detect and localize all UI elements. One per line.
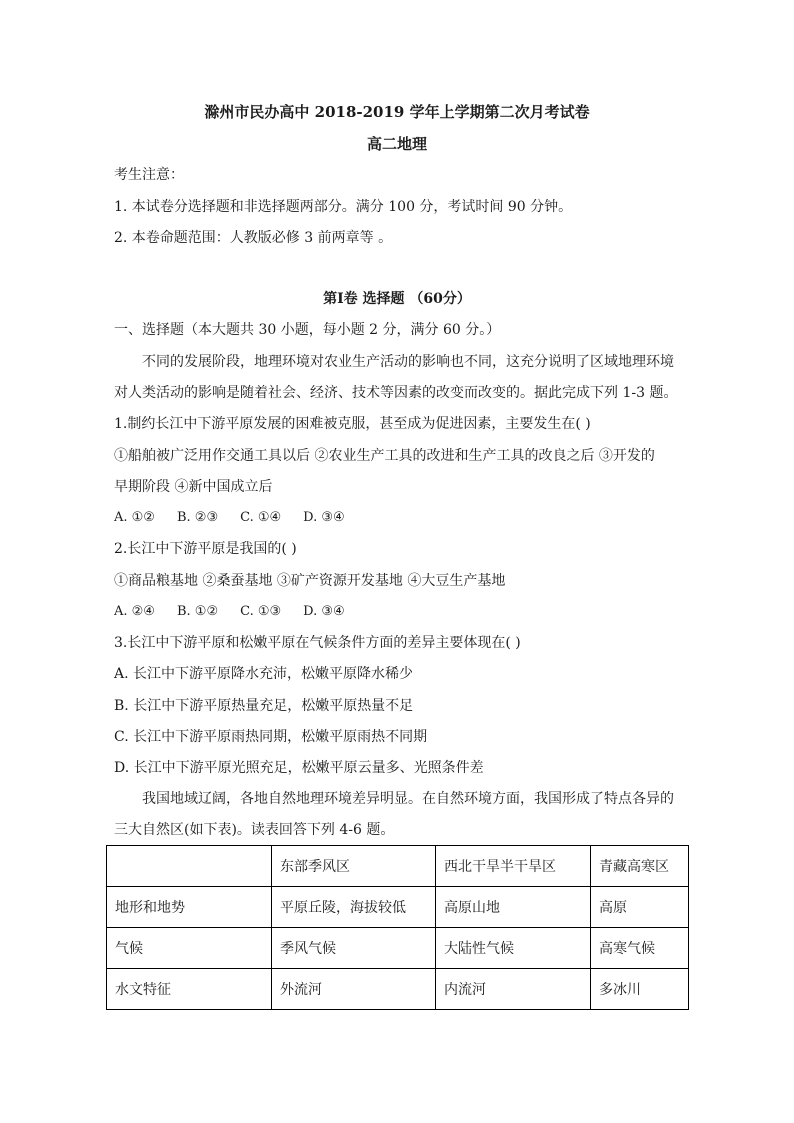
natural-regions-table (106, 845, 689, 1010)
question-1-option-d[interactable]: D. ③④ (303, 510, 345, 525)
exam-title: 滁州市民办高中 2018-2019 学年上学期第二次月考试卷 (204, 103, 590, 121)
table-cell: 高寒气候 (591, 928, 689, 969)
question-1-stem: 1.制约长江中下游平原发展的困难被克服，甚至成为促进因素，主要发生在( ) (114, 416, 591, 432)
question-3-option-a[interactable]: A. 长江中下游平原降水充沛，松嫩平原降水稀少 (114, 666, 414, 682)
question-3-option-c[interactable]: C. 长江中下游平原雨热同期，松嫩平原雨热不同期 (114, 729, 428, 745)
section-title: 第Ⅰ卷 选择题 （60分） (323, 291, 471, 307)
table-row (107, 928, 689, 969)
notice-item-2: 2. 本卷命题范围：人教版必修 3 前两章等 。 (114, 230, 393, 246)
question-3-stem: 3.长江中下游平原和松嫩平原在气候条件方面的差异主要体现在( ) (114, 635, 521, 651)
question-2-option-d[interactable]: D. ③④ (303, 604, 345, 619)
table-cell: 多冰川 (591, 969, 689, 1010)
table-header-cell: 东部季风区 (272, 846, 436, 887)
question-2-option-a[interactable]: A. ②④ (114, 604, 155, 619)
question-2-stem: 2.长江中下游平原是我国的( ) (114, 541, 297, 557)
question-1-option-c[interactable]: C. ①④ (240, 510, 282, 525)
passage-2-line-2: 三大自然区(如下表)。读表回答下列 4-6 题。 (114, 822, 395, 838)
question-1-option-a[interactable]: A. ①② (114, 510, 155, 525)
question-1-option-b[interactable]: B. ②③ (176, 510, 219, 525)
table-row (107, 887, 689, 928)
question-1-items-line-2: 早期阶段 ④新中国成立后 (114, 479, 273, 495)
question-2-option-b[interactable]: B. ①② (176, 604, 219, 619)
table-cell: 大陆性气候 (436, 928, 591, 969)
table-header-cell: 西北干旱半干旱区 (436, 846, 591, 887)
table-header-cell: 青藏高寒区 (591, 846, 689, 887)
question-1-options (114, 508, 367, 528)
table-cell: 高原 (591, 887, 689, 928)
table-cell: 地形和地势 (107, 887, 272, 928)
table-cell: 水文特征 (107, 969, 272, 1010)
section-instruction: 一、选择题（本大题共 30 小题，每小题 2 分，满分 60 分。） (114, 322, 501, 338)
question-2-items: ①商品粮基地 ②桑蚕基地 ③矿产资源开发基地 ④大豆生产基地 (114, 573, 506, 589)
passage-1-line-1: 不同的发展阶段，地理环境对农业生产活动的影响也不同，这充分说明了区域地理环境 (142, 354, 674, 370)
table-cell: 高原山地 (436, 887, 591, 928)
notice-heading: 考生注意： (114, 167, 184, 183)
notice-item-1: 1. 本试卷分选择题和非选择题两部分。满分 100 分，考试时间 90 分钟。 (114, 199, 573, 215)
table-cell: 内流河 (436, 969, 591, 1010)
table-cell: 气候 (107, 928, 272, 969)
table-header-cell (107, 846, 272, 887)
question-3-option-b[interactable]: B. 长江中下游平原热量充足，松嫩平原热量不足 (114, 698, 414, 714)
question-3-option-d[interactable]: D. 长江中下游平原光照充足，松嫩平原云量多、光照条件差 (114, 760, 484, 776)
table-cell: 平原丘陵，海拔较低 (272, 887, 436, 928)
passage-2-line-1: 我国地域辽阔，各地自然地理环境差异明显。在自然环境方面，我国形成了特点各异的 (142, 791, 674, 807)
question-2-option-c[interactable]: C. ①③ (240, 604, 282, 619)
table-cell: 外流河 (272, 969, 436, 1010)
exam-subject: 高二地理 (366, 135, 427, 153)
table-row (107, 969, 689, 1010)
passage-1-line-2: 对人类活动的影响是随着社会、经济、技术等因素的改变而改变的。据此完成下列 1-3 题。 (114, 385, 678, 401)
question-2-options (114, 602, 367, 622)
table-header-row (107, 846, 689, 887)
table-cell: 季风气候 (272, 928, 436, 969)
question-1-items-line-1: ①船舶被广泛用作交通工具以后 ②农业生产工具的改进和生产工具的改良之后 ③开发的 (114, 448, 655, 464)
